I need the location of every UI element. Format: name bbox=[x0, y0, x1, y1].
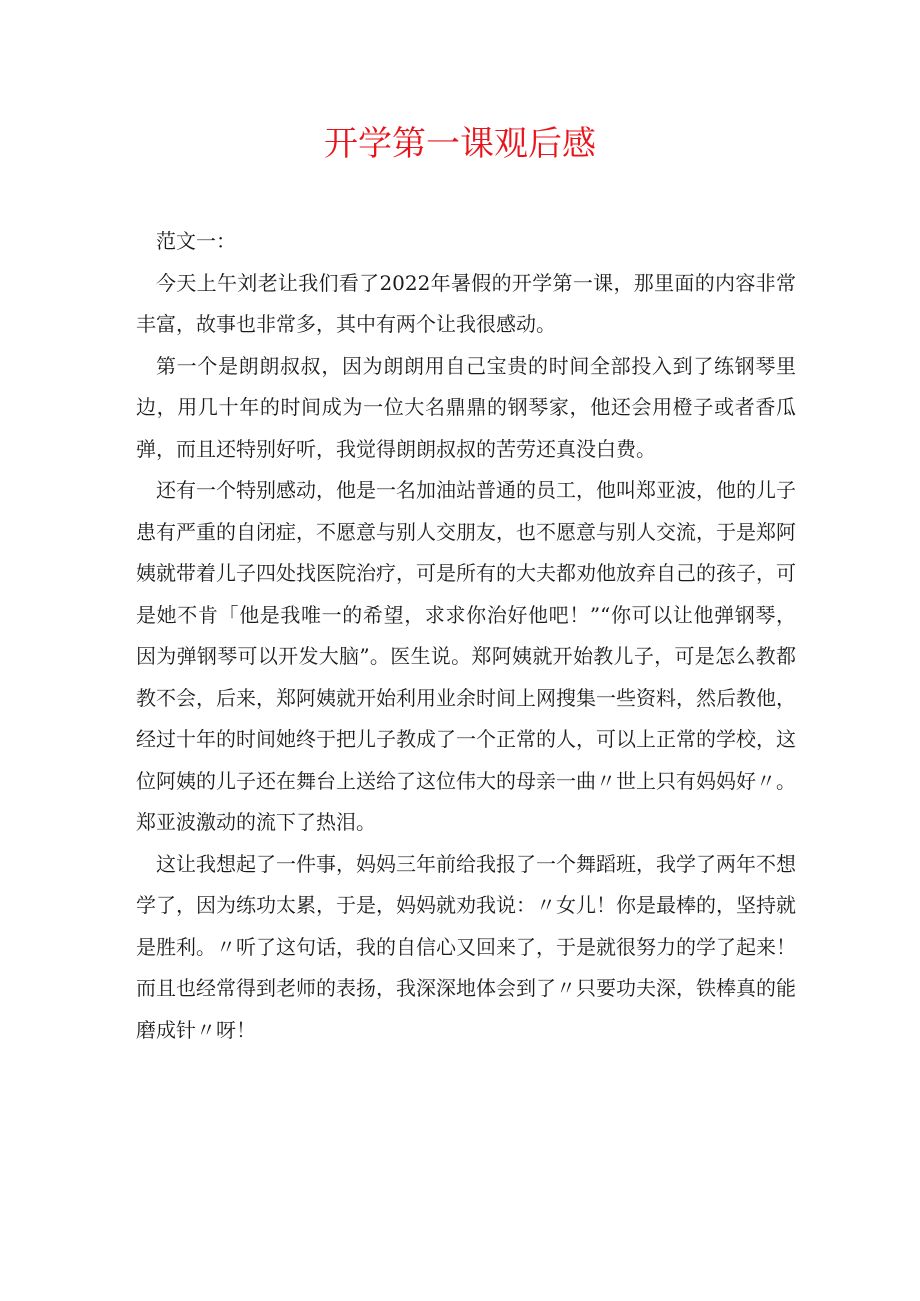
page-title: 开学第一课观后感 bbox=[324, 124, 596, 164]
paragraph-4: 这让我想起了一件事，妈妈三年前给我报了一个舞蹈班，我学了两年不想学了，因为练功太累，于是，妈妈就劝我说：〃女儿！你是最棒的，坚持就是胜利。〃听了这句话，我的自信心又回来了，于是就很努力的学了起来！而且也经常得到老师的表扬，我深深地体会到了〃只要功夫深，铁棒真的能磨成针〃呀！ bbox=[136, 851, 796, 1042]
paragraph-2: 第一个是朗朗叔叔，因为朗朗用自己宝贵的时间全部投入到了练钢琴里边，用几十年的时间成为一位大名鼎鼎的钢琴家，他还会用橙子或者香瓜弹，而且还特别好听，我觉得朗朗叔叔的苦劳还真没白费。 bbox=[136, 353, 796, 461]
paragraph-3: 还有一个特别感动，他是一名加油站普通的员工，他叫郑亚波，他的儿子患有严重的自闭症，不愿意与别人交朋友，也不愿意与别人交流，于是郑阿姨就带着儿子四处找医院治疗，可是所有的大夫都劝他放弃自己的孩子，可是她不肯「他是我唯一的希望，求求你治好他吧！”“你可以让他弹钢琴，因为弹钢琴可以开发大脑”。医生说。郑阿姨就开始教儿子，可是怎么教都教不会，后来，郑阿姨就开始利用业余时间上网搜集一些资料，然后教他，经过十年的时间她终于把儿子教成了一个正常的人，可以上正常的学校，这位阿姨的儿子还在舞台上送给了这位伟大的母亲一曲〃世上只有妈妈好〃。郑亚波激动的流下了热泪。 bbox=[136, 478, 796, 834]
paragraph-intro-label: 范文一： bbox=[156, 229, 236, 253]
paragraph-1: 今天上午刘老让我们看了2022年暑假的开学第一课，那里面的内容非常丰富，故事也非常多，其中有两个让我很感动。 bbox=[136, 270, 796, 336]
document-body bbox=[136, 221, 796, 1051]
